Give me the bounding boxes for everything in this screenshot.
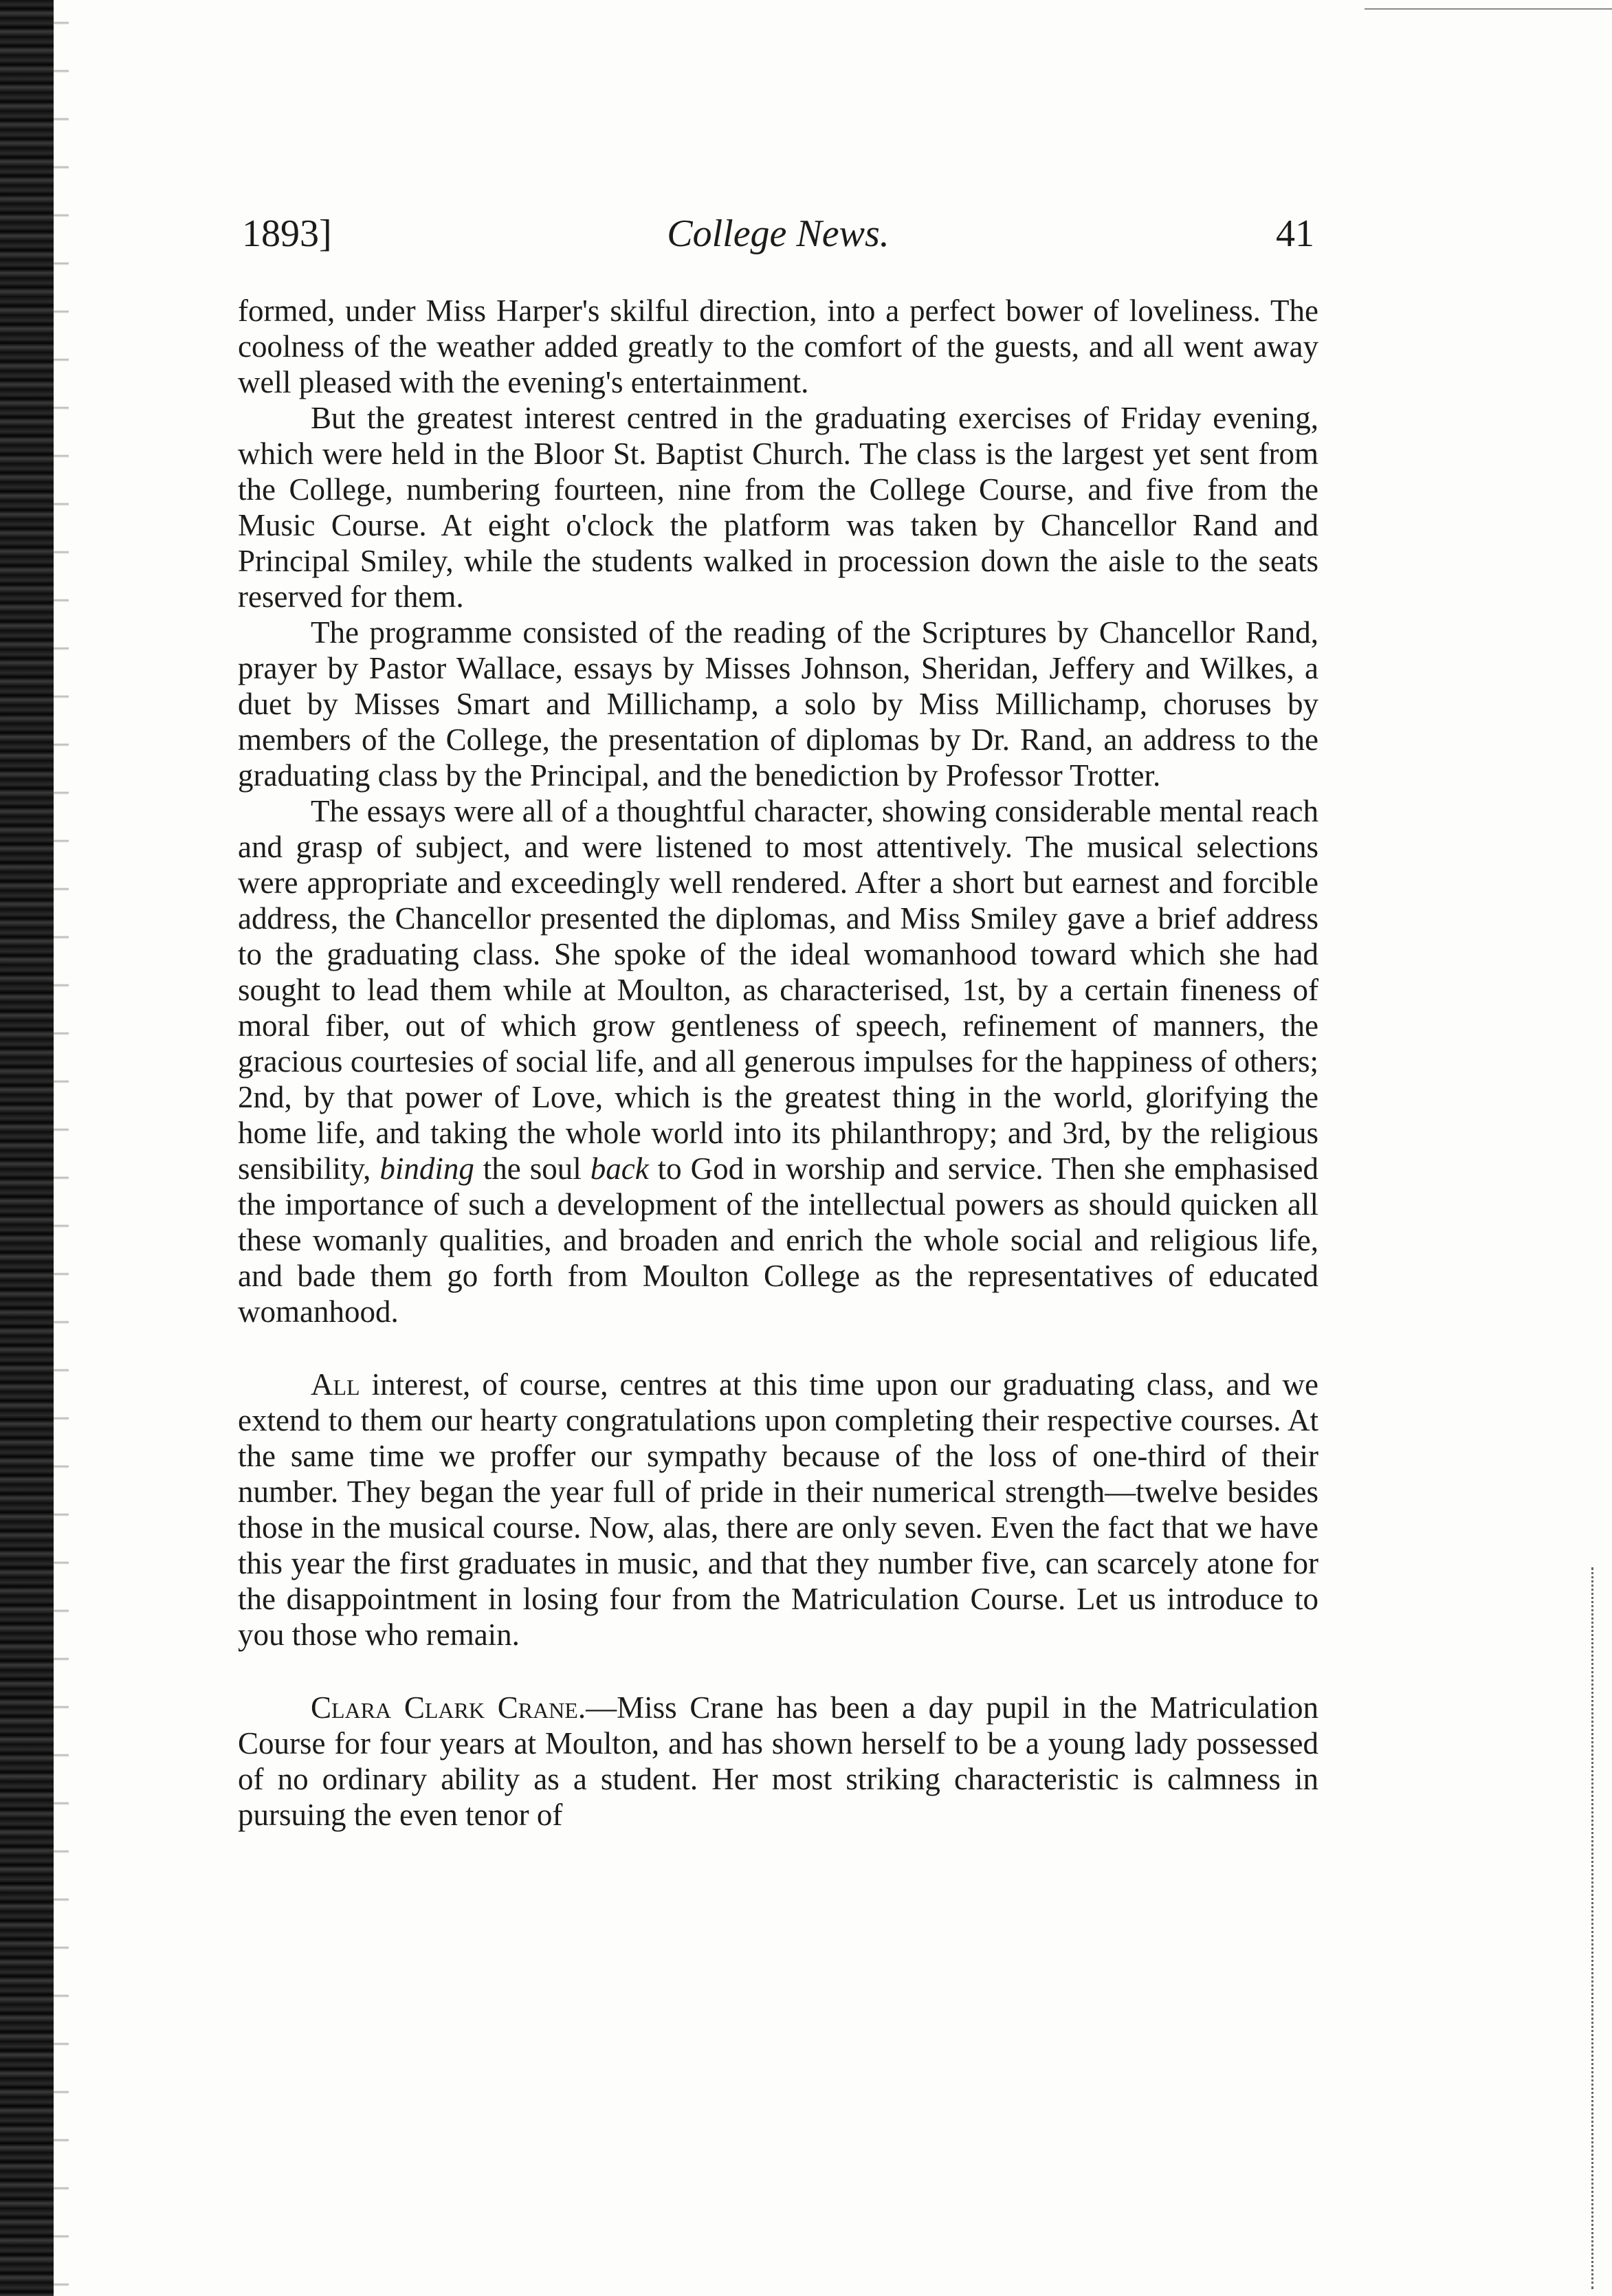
right-edge-scan-noise [1591,1567,1603,2289]
top-edge-rule [1365,8,1612,10]
paragraph-essays [238,793,1318,1329]
graduate-name: Clara Clark Crane. [311,1690,586,1725]
paragraph-graduating-class [238,1367,1318,1653]
clara-crane-text: —Miss Crane has been a day pupil in the Matriculation Course for four years at Moulton, and has shown herself to be a young lady possessed of no ordinary ability as a student. Her most striking characteristic is calmness in pursuing the even tenor of [238,1690,1318,1832]
running-head [242,206,1314,261]
paragraph-graduating-exercises: But the greatest interest centred in the graduating exercises of Friday evening, which were held in the Bloor St. Baptist Church. The class is the largest yet sent from the College, numbering fourteen, nine from the College Course, and five from the Music Course. At eight o'clock the platform was taken by Chancellor Rand and Principal Smiley, while the students walked in procession down the aisle to the seats reserved for them. [238,401,1318,614]
book-binding-shadow [0,0,54,2296]
essays-text-b: the soul [483,1151,582,1186]
small-caps-lead: All [311,1367,360,1402]
paragraph-continued: formed, under Miss Harper's skilful direction, into a perfect bower of loveliness. The coolness of the weather added greatly to the comfort of the guests, and all went away well pleased with the evening's entertainment. [238,294,1318,399]
running-head-title: College News. [667,212,890,255]
running-head-year: 1893] [242,212,332,255]
page-number: 41 [1276,212,1314,255]
paragraph-clara-crane [238,1690,1318,1833]
paragraph-programme: The programme consisted of the reading of the Scriptures by Chancellor Rand, prayer by Pastor Wallace, essays by Misses Johnson, Sheridan, Jeffery and Wilkes, a duet by Misses Smart and Millichamp, a solo by Miss Millichamp, choruses by members of the College, the presentation of diplomas by Dr. Rand, an address to the graduating class by the Principal, and the benediction by Professor Trotter. [238,615,1318,793]
emphasis-back: back [590,1151,649,1186]
emphasis-binding: binding [379,1151,474,1186]
essays-text-a: The essays were all of a thoughtful character, showing considerable mental reach and grasp of subject, and were listened to most attentively. The musical selections were appropriate and exceedingly well rendered. After a short but earnest and forcible address, the Chancellor presented the diplomas, and Miss Smiley gave a brief address to the graduating class. She spoke of the ideal womanhood toward which she had sought to lead them while at Moulton, as characterised, 1st, by a certain fineness of moral fiber, out of which grow gentleness of speech, refinement of manners, the gracious courtesies of social life, and all generous impulses for the happiness of others; 2nd, by that power of Love, which is the greatest thing in the world, glorifying the home life, and taking the whole world into its philanthropy; and 3rd, by the religious sensibility, [238,794,1318,1186]
article-body [238,293,1318,1833]
graduating-class-text: interest, of course, centres at this time upon our graduating class, and we extend to them our hearty congratulations upon completing their respective courses. At the same time we proffer our sympathy because of the loss of one-third of their number. They began the year full of pride in their numerical strength—twelve besides those in the musical course. Now, alas, there are only seven. Even the fact that we have this year the first graduates in music, and that they number five, can scarcely atone for the disappointment in losing four from the Matriculation Course. Let us introduce to you those who remain. [238,1367,1318,1652]
essays-text-c: to God in worship and service. Then she emphasised the importance of such a development of the intellectual powers as should quicken all these womanly qualities, and broaden and enrich the whole social and religious life, and bade them go forth from Moulton College as the representatives of educated womanhood. [238,1151,1319,1329]
binding-edge-texture [54,0,69,2296]
